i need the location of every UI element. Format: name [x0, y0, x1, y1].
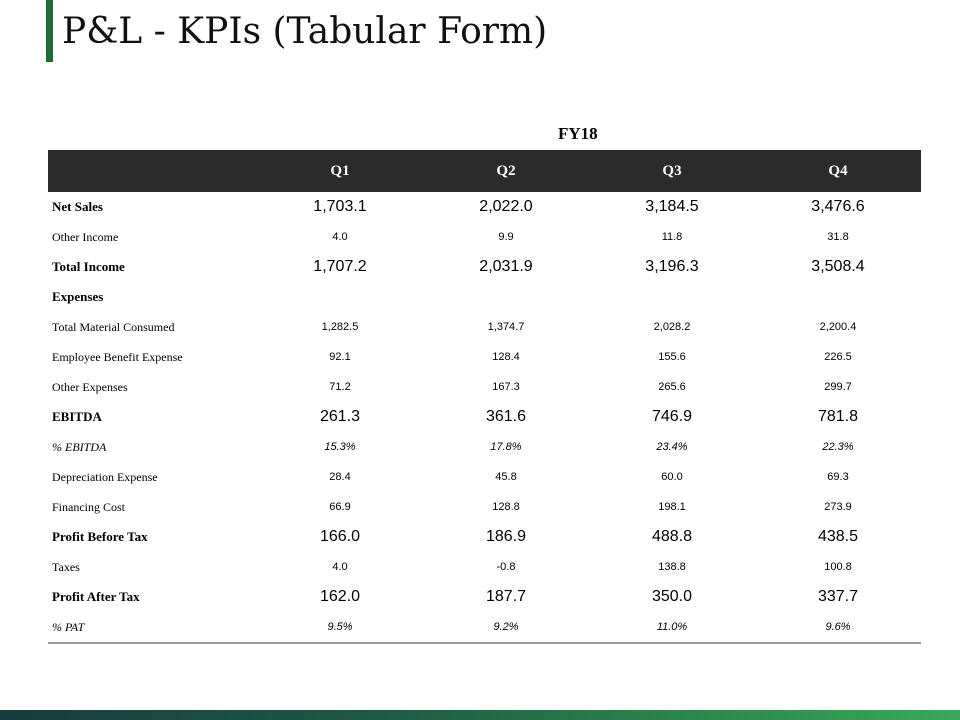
row-label: Total Material Consumed	[52, 319, 175, 334]
row-value: 3,184.5	[645, 198, 699, 215]
row-label: Financing Cost	[52, 499, 126, 514]
footer-gradient-bar	[0, 710, 960, 720]
title-accent-bar	[46, 0, 53, 62]
header-cell-q1: Q1	[330, 162, 350, 179]
row-value: 60.0	[661, 471, 683, 483]
table-row	[48, 252, 921, 282]
row-value: 2,022.0	[479, 198, 533, 215]
row-value: 4.0	[332, 561, 348, 573]
row-value: 4.0	[332, 231, 348, 243]
row-value	[755, 282, 921, 312]
row-value: 100.8	[824, 561, 852, 573]
row-value: 71.2	[329, 381, 351, 393]
row-value: 45.8	[495, 471, 517, 483]
row-value: 781.8	[817, 408, 859, 425]
table-row	[48, 402, 921, 432]
header-cell-q2: Q2	[496, 162, 516, 179]
row-value: 23.4%	[656, 441, 688, 453]
row-value: 337.7	[817, 588, 859, 605]
row-value: 162.0	[319, 588, 361, 605]
row-value: 9.2%	[423, 612, 589, 643]
row-value: 1,703.1	[313, 198, 367, 215]
row-value: 361.6	[485, 408, 527, 425]
row-label: Net Sales	[52, 199, 103, 214]
table-row	[48, 432, 921, 462]
row-label: % PAT	[48, 612, 257, 643]
table-row	[48, 282, 921, 312]
row-value: 9.6%	[755, 612, 921, 643]
table-row	[48, 312, 921, 342]
row-label: Profit After Tax	[52, 589, 140, 604]
row-value: -0.8	[496, 561, 516, 573]
header-cell-q4: Q4	[828, 162, 848, 179]
row-value: 9.9	[498, 231, 514, 243]
row-value: 138.8	[658, 561, 686, 573]
row-value: 488.8	[651, 528, 693, 545]
fiscal-year-label: FY18	[558, 124, 598, 143]
row-value: 128.4	[492, 351, 520, 363]
row-value: 22.3%	[822, 441, 854, 453]
row-label: Total Income	[52, 259, 125, 274]
table-row	[48, 492, 921, 522]
table-row	[48, 192, 921, 222]
row-value: 11.8	[661, 231, 683, 243]
row-value: 2,200.4	[819, 321, 857, 333]
row-value: 3,476.6	[811, 198, 865, 215]
table-row	[48, 522, 921, 552]
row-value: 265.6	[658, 381, 686, 393]
row-value: 11.0%	[589, 612, 755, 643]
row-value: 9.5%	[257, 612, 423, 643]
table-row	[48, 372, 921, 402]
table-row	[48, 582, 921, 612]
row-value: 261.3	[319, 408, 361, 425]
row-value: 92.1	[329, 351, 351, 363]
pl-kpi-table	[48, 150, 921, 644]
row-value: 198.1	[658, 501, 686, 513]
row-value: 17.8%	[490, 441, 522, 453]
row-value: 28.4	[329, 471, 351, 483]
row-label: Depreciation Expense	[52, 469, 158, 484]
row-value	[257, 282, 423, 312]
row-value: 2,028.2	[653, 321, 691, 333]
row-value: 1,707.2	[313, 258, 367, 275]
row-value: 3,508.4	[811, 258, 865, 275]
row-label: Taxes	[52, 559, 80, 574]
row-value: 350.0	[651, 588, 693, 605]
table-row	[48, 462, 921, 492]
row-value: 273.9	[824, 501, 852, 513]
row-value: 167.3	[492, 381, 520, 393]
row-value: 438.5	[817, 528, 859, 545]
row-value: 15.3%	[324, 441, 356, 453]
table-row	[48, 612, 921, 643]
row-value: 66.9	[329, 501, 351, 513]
header-cell-q3: Q3	[662, 162, 682, 179]
row-label: Other Income	[52, 229, 119, 244]
row-label: Profit Before Tax	[52, 529, 148, 544]
row-value: 2,031.9	[479, 258, 533, 275]
row-value: 1,282.5	[321, 321, 359, 333]
header-cell-blank	[48, 150, 257, 192]
row-value: 226.5	[824, 351, 852, 363]
row-value	[589, 282, 755, 312]
row-value: 187.7	[485, 588, 527, 605]
row-value: 155.6	[658, 351, 686, 363]
row-label: Employee Benefit Expense	[52, 349, 183, 364]
row-label: EBITDA	[52, 409, 102, 424]
row-label: % EBITDA	[52, 439, 107, 454]
table-header-row	[48, 150, 921, 192]
row-label: Expenses	[52, 289, 104, 304]
row-value: 299.7	[824, 381, 852, 393]
row-value: 31.8	[827, 231, 849, 243]
row-value: 746.9	[651, 408, 693, 425]
table-row	[48, 342, 921, 372]
row-value: 128.8	[492, 501, 520, 513]
row-value: 166.0	[319, 528, 361, 545]
table-row	[48, 222, 921, 252]
row-label: Other Expenses	[52, 379, 128, 394]
row-value: 69.3	[827, 471, 849, 483]
row-value	[423, 282, 589, 312]
row-value: 1,374.7	[487, 321, 525, 333]
row-value: 186.9	[485, 528, 527, 545]
page-title: P&L - KPIs (Tabular Form)	[62, 11, 548, 52]
row-value: 3,196.3	[645, 258, 699, 275]
table-row	[48, 552, 921, 582]
